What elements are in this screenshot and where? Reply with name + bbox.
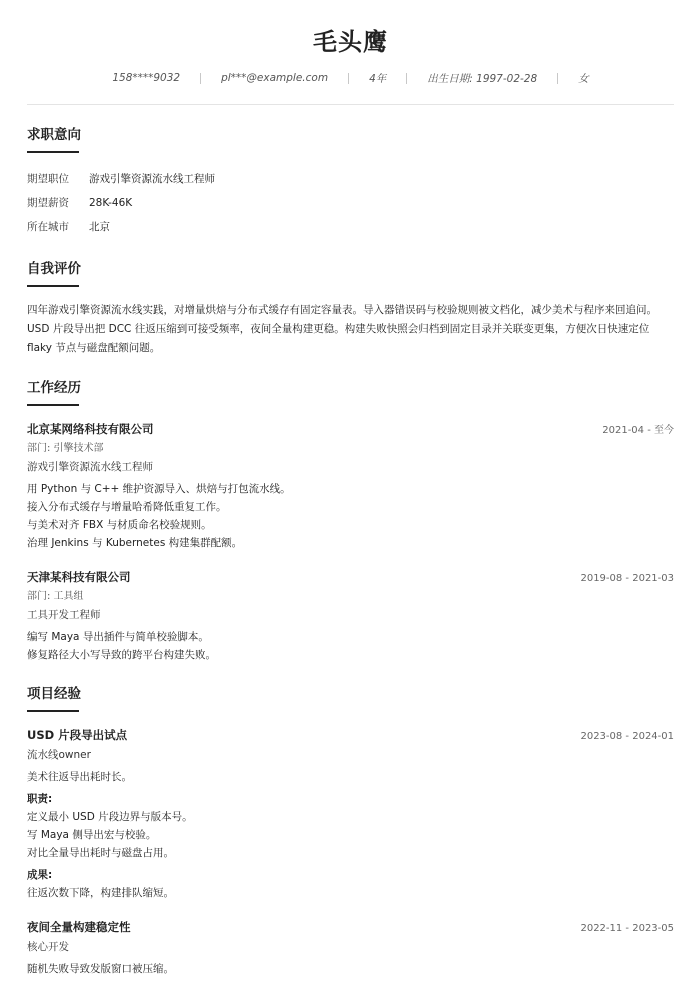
years-experience: 4年 — [369, 72, 387, 85]
work-entry-header — [27, 420, 674, 440]
self-evaluation-section — [27, 259, 674, 358]
work-date-range: 2021-04 - 至今 — [602, 425, 674, 436]
project-name: 夜间全量构建稳定性 — [27, 920, 131, 934]
work-entry-header — [27, 568, 674, 588]
intent-label: 期望职位 — [27, 173, 69, 185]
job-intent-section — [27, 125, 674, 239]
work-detail-line: 编写 Maya 导出插件与简单校验脚本。 — [27, 631, 209, 643]
work-detail-line: 与美术对齐 FBX 与材质命名校验规则。 — [27, 519, 212, 531]
intent-value: 游戏引擎资源流水线工程师 — [89, 173, 215, 185]
intent-label: 期望薪资 — [27, 197, 69, 209]
work-entry — [27, 568, 674, 664]
work-entry — [27, 420, 674, 552]
project-background: 美术往返导出耗时长。 — [27, 771, 132, 783]
self-evaluation-text: 四年游戏引擎资源流水线实践，对增量烘焙与分布式缓存有固定容量表。导入器错误码与校验规则被文档化，减少美术与程序来回追问。USD 片段导出把 DCC 往返压缩到可接受频率，夜间全量构建更稳。构建失败快照会归档到固定目录并关联变更集，方便次日快速定位 flaky 节点与磁盘配额问题。 — [27, 304, 657, 354]
duty-line: 定义最小 USD 片段边界与版本号。 — [27, 811, 193, 823]
intent-row — [27, 167, 674, 191]
work-detail-line: 用 Python 与 C++ 维护资源导入、烘焙与打包流水线。 — [27, 483, 291, 495]
project-entry — [27, 918, 674, 978]
contact-divider — [200, 73, 201, 84]
intent-row — [27, 191, 674, 215]
birth-date: 出生日期: 1997-02-28 — [427, 72, 538, 85]
job-title: 工具开发工程师 — [27, 609, 101, 621]
candidate-name: 毛头鹰 — [313, 28, 388, 56]
section-underline — [27, 710, 79, 712]
work-date-range: 2019-08 - 2021-03 — [580, 573, 674, 584]
work-detail-line: 接入分布式缓存与增量哈希降低重复工作。 — [27, 501, 227, 513]
company-name: 天津某科技有限公司 — [27, 570, 131, 584]
company-name: 北京某网络科技有限公司 — [27, 422, 154, 436]
gender: 女 — [578, 72, 589, 85]
project-name: USD 片段导出试点 — [27, 728, 128, 742]
project-entry-header — [27, 726, 674, 746]
duty-line: 对比全量导出耗时与磁盘占用。 — [27, 847, 174, 859]
contact-divider — [557, 73, 558, 84]
project-date-range: 2022-11 - 2023-05 — [580, 923, 674, 934]
job-title: 游戏引擎资源流水线工程师 — [27, 461, 153, 473]
intent-label: 所在城市 — [27, 221, 69, 233]
intent-value: 28K-46K — [89, 197, 133, 209]
work-detail-line: 治理 Jenkins 与 Kubernetes 构建集群配额。 — [27, 537, 243, 549]
department: 部门: 引擎技术部 — [27, 443, 104, 454]
contact-divider — [348, 73, 349, 84]
project-entry-header — [27, 918, 674, 938]
section-underline — [27, 285, 79, 287]
work-experience-section — [27, 378, 674, 664]
duty-line: 写 Maya 侧导出宏与校验。 — [27, 829, 157, 841]
result-line: 往返次数下降，构建排队缩短。 — [27, 887, 174, 899]
project-role: 流水线owner — [27, 749, 91, 761]
project-role: 核心开发 — [27, 941, 69, 953]
section-title: 求职意向 — [27, 127, 81, 143]
section-title: 工作经历 — [27, 380, 81, 396]
email-address: pl***@example.com — [221, 72, 329, 84]
phone-number: 158****9032 — [112, 72, 181, 84]
department: 部门: 工具组 — [27, 591, 84, 602]
contact-divider — [406, 73, 407, 84]
work-detail-line: 修复路径大小写导致的跨平台构建失败。 — [27, 649, 216, 661]
project-experience-section — [27, 684, 674, 978]
intent-value: 北京 — [89, 221, 110, 233]
project-entry — [27, 726, 674, 902]
results-label: 成果: — [27, 869, 53, 881]
intent-row — [27, 215, 674, 239]
section-title: 自我评价 — [27, 261, 81, 277]
header-divider — [27, 104, 674, 105]
contact-bar — [27, 70, 674, 86]
section-underline — [27, 151, 79, 153]
project-date-range: 2023-08 - 2024-01 — [580, 731, 674, 742]
section-underline — [27, 404, 79, 406]
project-background: 随机失败导致发版窗口被压缩。 — [27, 963, 174, 975]
section-title: 项目经验 — [27, 686, 81, 702]
duties-label: 职责: — [27, 793, 53, 805]
